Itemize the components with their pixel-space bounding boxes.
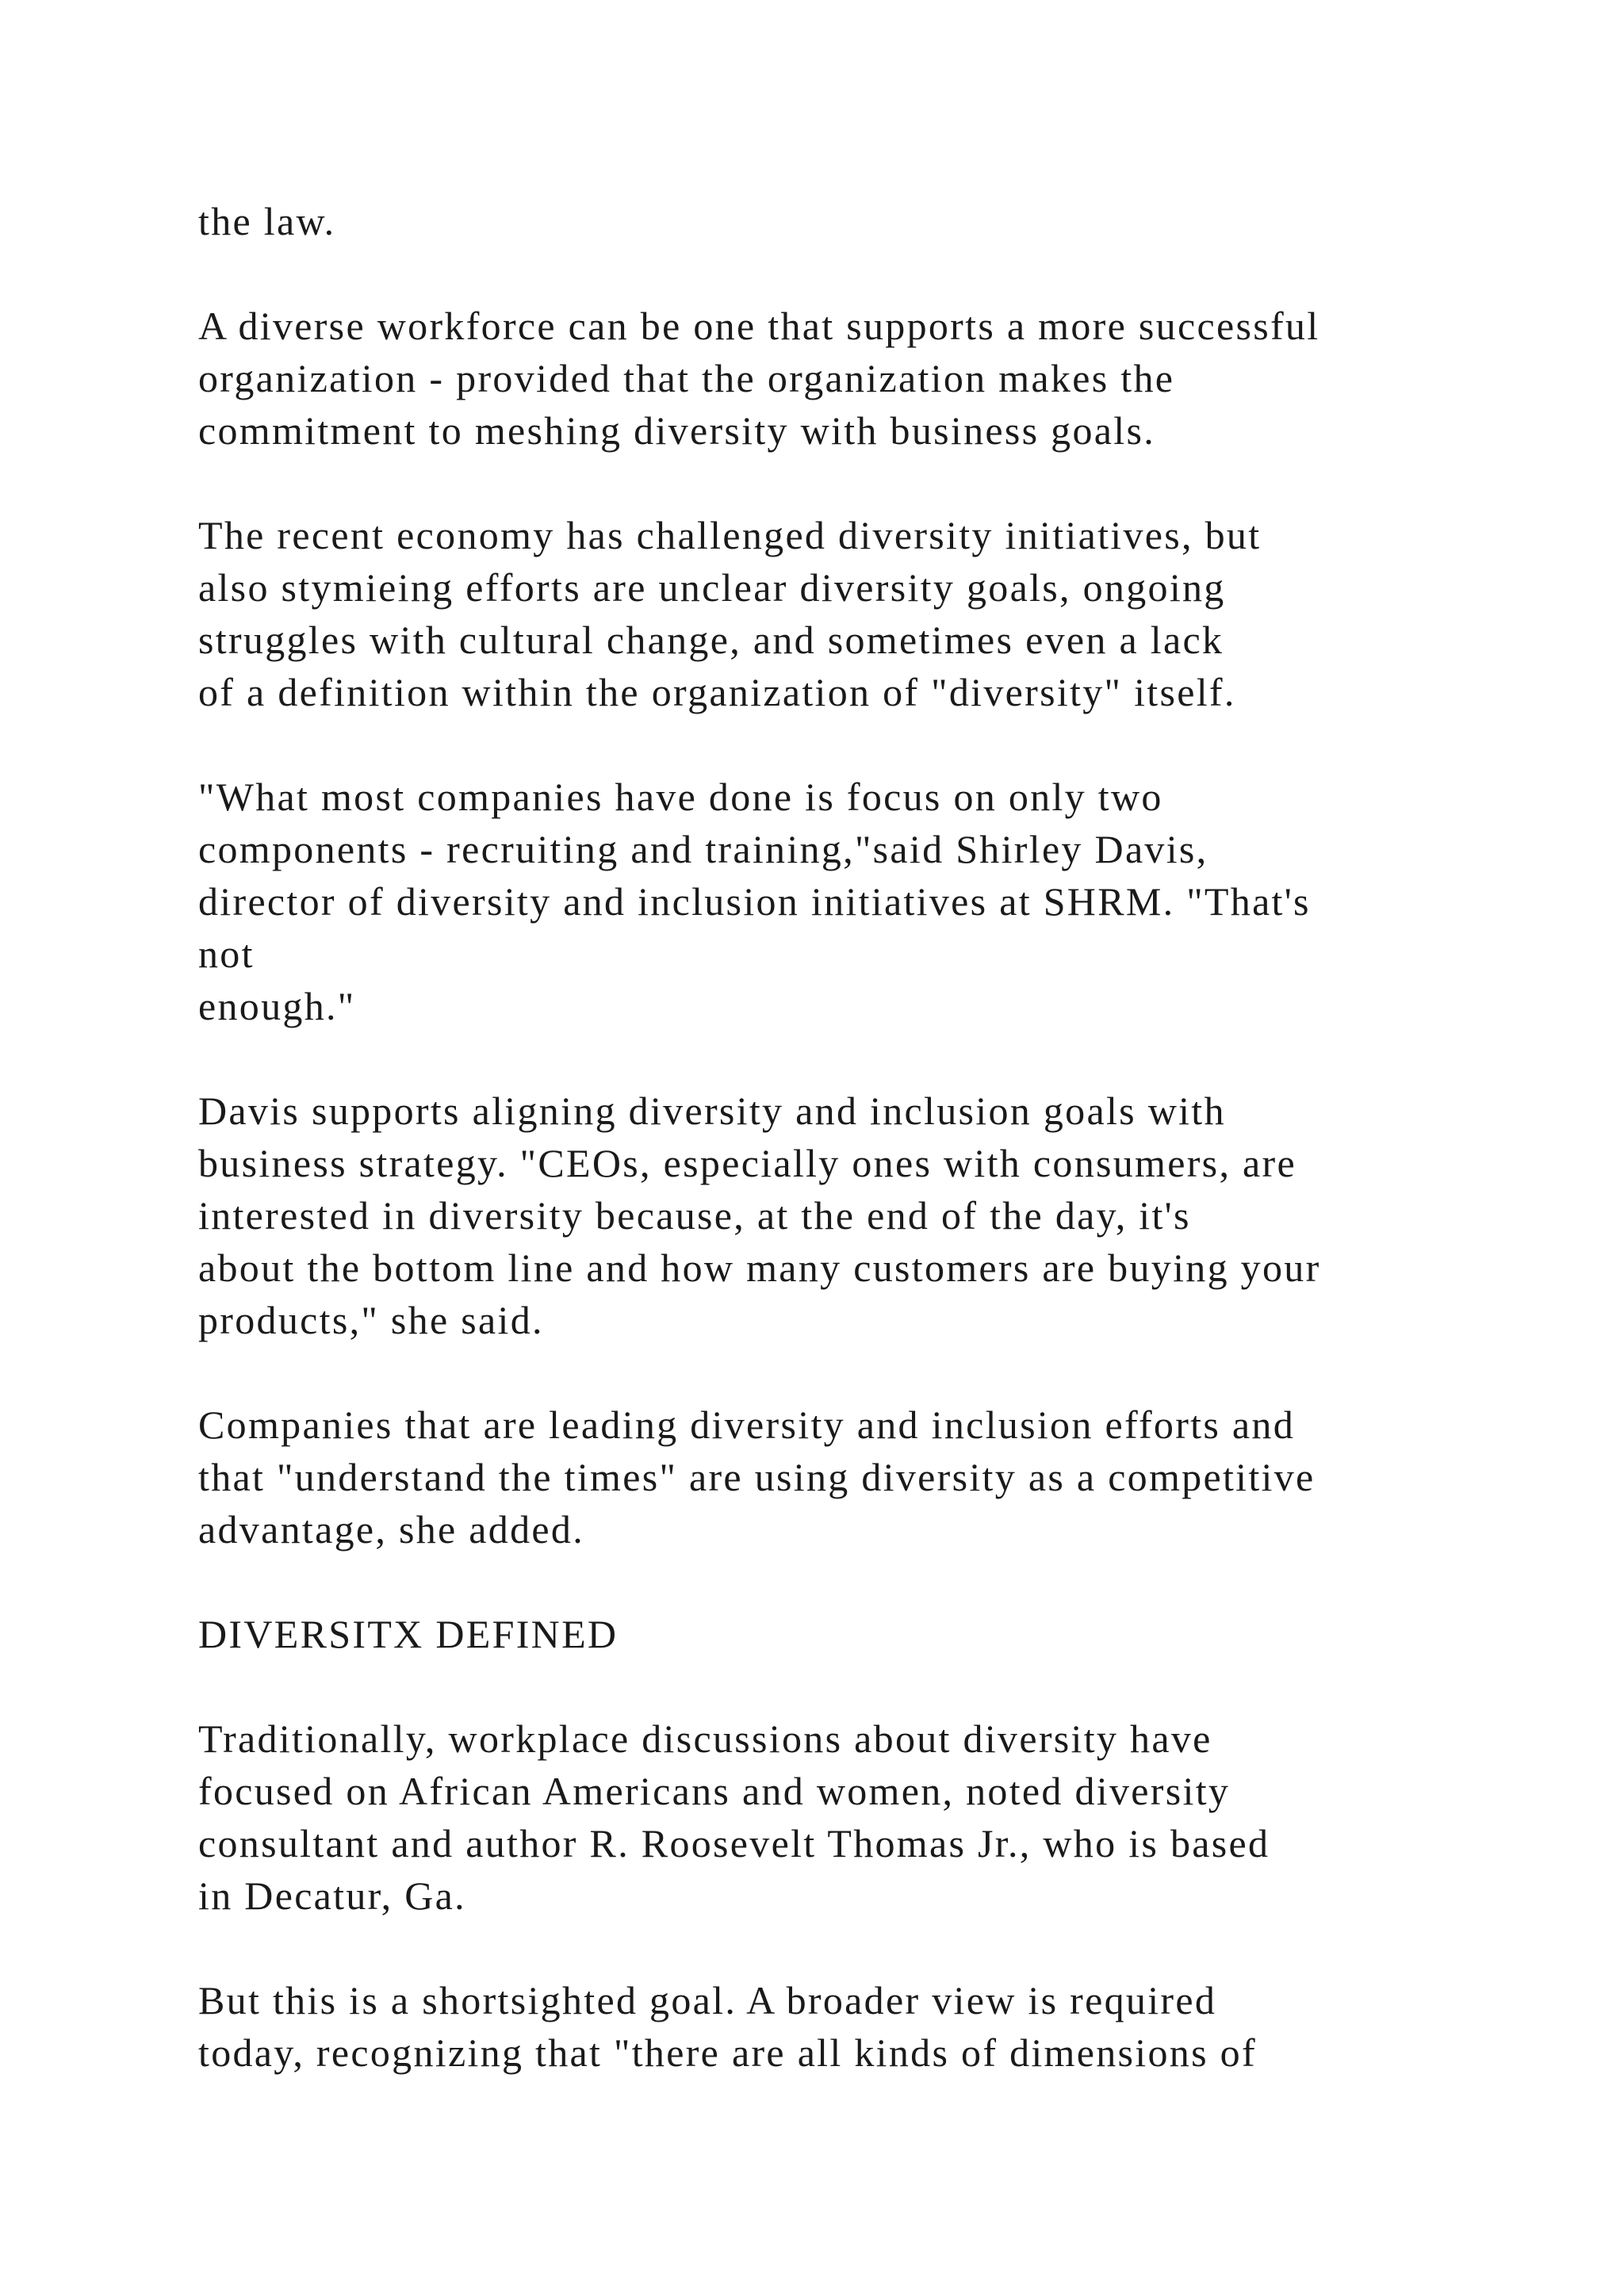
text-line: also stymieing efforts are unclear diversity goals, ongoing: [198, 565, 1226, 610]
text-line: enough.": [198, 984, 356, 1028]
text-line: in Decatur, Ga.: [198, 1873, 466, 1918]
text-line: interested in diversity because, at the end of the day, it's: [198, 1193, 1191, 1238]
text-line: consultant and author R. Roosevelt Thomas Jr., who is based: [198, 1821, 1270, 1866]
blank-line: [198, 718, 1562, 771]
text-line: that "understand the times" are using diversity as a competitive: [198, 1455, 1316, 1499]
text-line: business strategy. "CEOs, especially ones with consumers, are: [198, 1141, 1297, 1185]
text-line: components - recruiting and training,"said Shirley Davis,: [198, 827, 1208, 871]
text-line: director of diversity and inclusion initiatives at SHRM. "That's: [198, 879, 1311, 924]
text-line: A diverse workforce can be one that supports a more successful: [198, 304, 1320, 348]
blank-line: [198, 1346, 1562, 1399]
blank-line: [198, 1660, 1562, 1712]
text-line: "What most companies have done is focus on only two: [198, 775, 1163, 819]
text-line: struggles with cultural change, and sometimes even a lack: [198, 618, 1224, 662]
section-heading: DIVERSITX DEFINED: [198, 1612, 619, 1656]
text-line: about the bottom line and how many customers are buying your: [198, 1246, 1321, 1290]
text-line: commitment to meshing diversity with business goals.: [198, 408, 1156, 453]
text-line: Davis supports aligning diversity and inclusion goals with: [198, 1089, 1226, 1133]
blank-line: [198, 1922, 1562, 1974]
text-line: The recent economy has challenged diversity initiatives, but: [198, 513, 1262, 557]
text-line: organization - provided that the organization makes the: [198, 356, 1175, 400]
blank-line: [198, 1556, 1562, 1608]
text-line: of a definition within the organization of "diversity" itself.: [198, 670, 1236, 714]
blank-line: [198, 247, 1562, 300]
blank-line: [198, 1032, 1562, 1085]
text-line: Traditionally, workplace discussions about diversity have: [198, 1716, 1212, 1761]
text-line: products," she said.: [198, 1298, 544, 1342]
text-line: Companies that are leading diversity and inclusion efforts and: [198, 1402, 1296, 1447]
document-body: [198, 195, 1562, 2079]
text-line: advantage, she added.: [198, 1507, 584, 1552]
text-line: not: [198, 932, 255, 976]
text-line: today, recognizing that "there are all kinds of dimensions of: [198, 2030, 1257, 2075]
text-line: focused on African Americans and women, noted diversity: [198, 1769, 1231, 1813]
text-line: the law.: [198, 199, 336, 243]
blank-line: [198, 457, 1562, 509]
text-line: But this is a shortsighted goal. A broader view is required: [198, 1978, 1217, 2022]
